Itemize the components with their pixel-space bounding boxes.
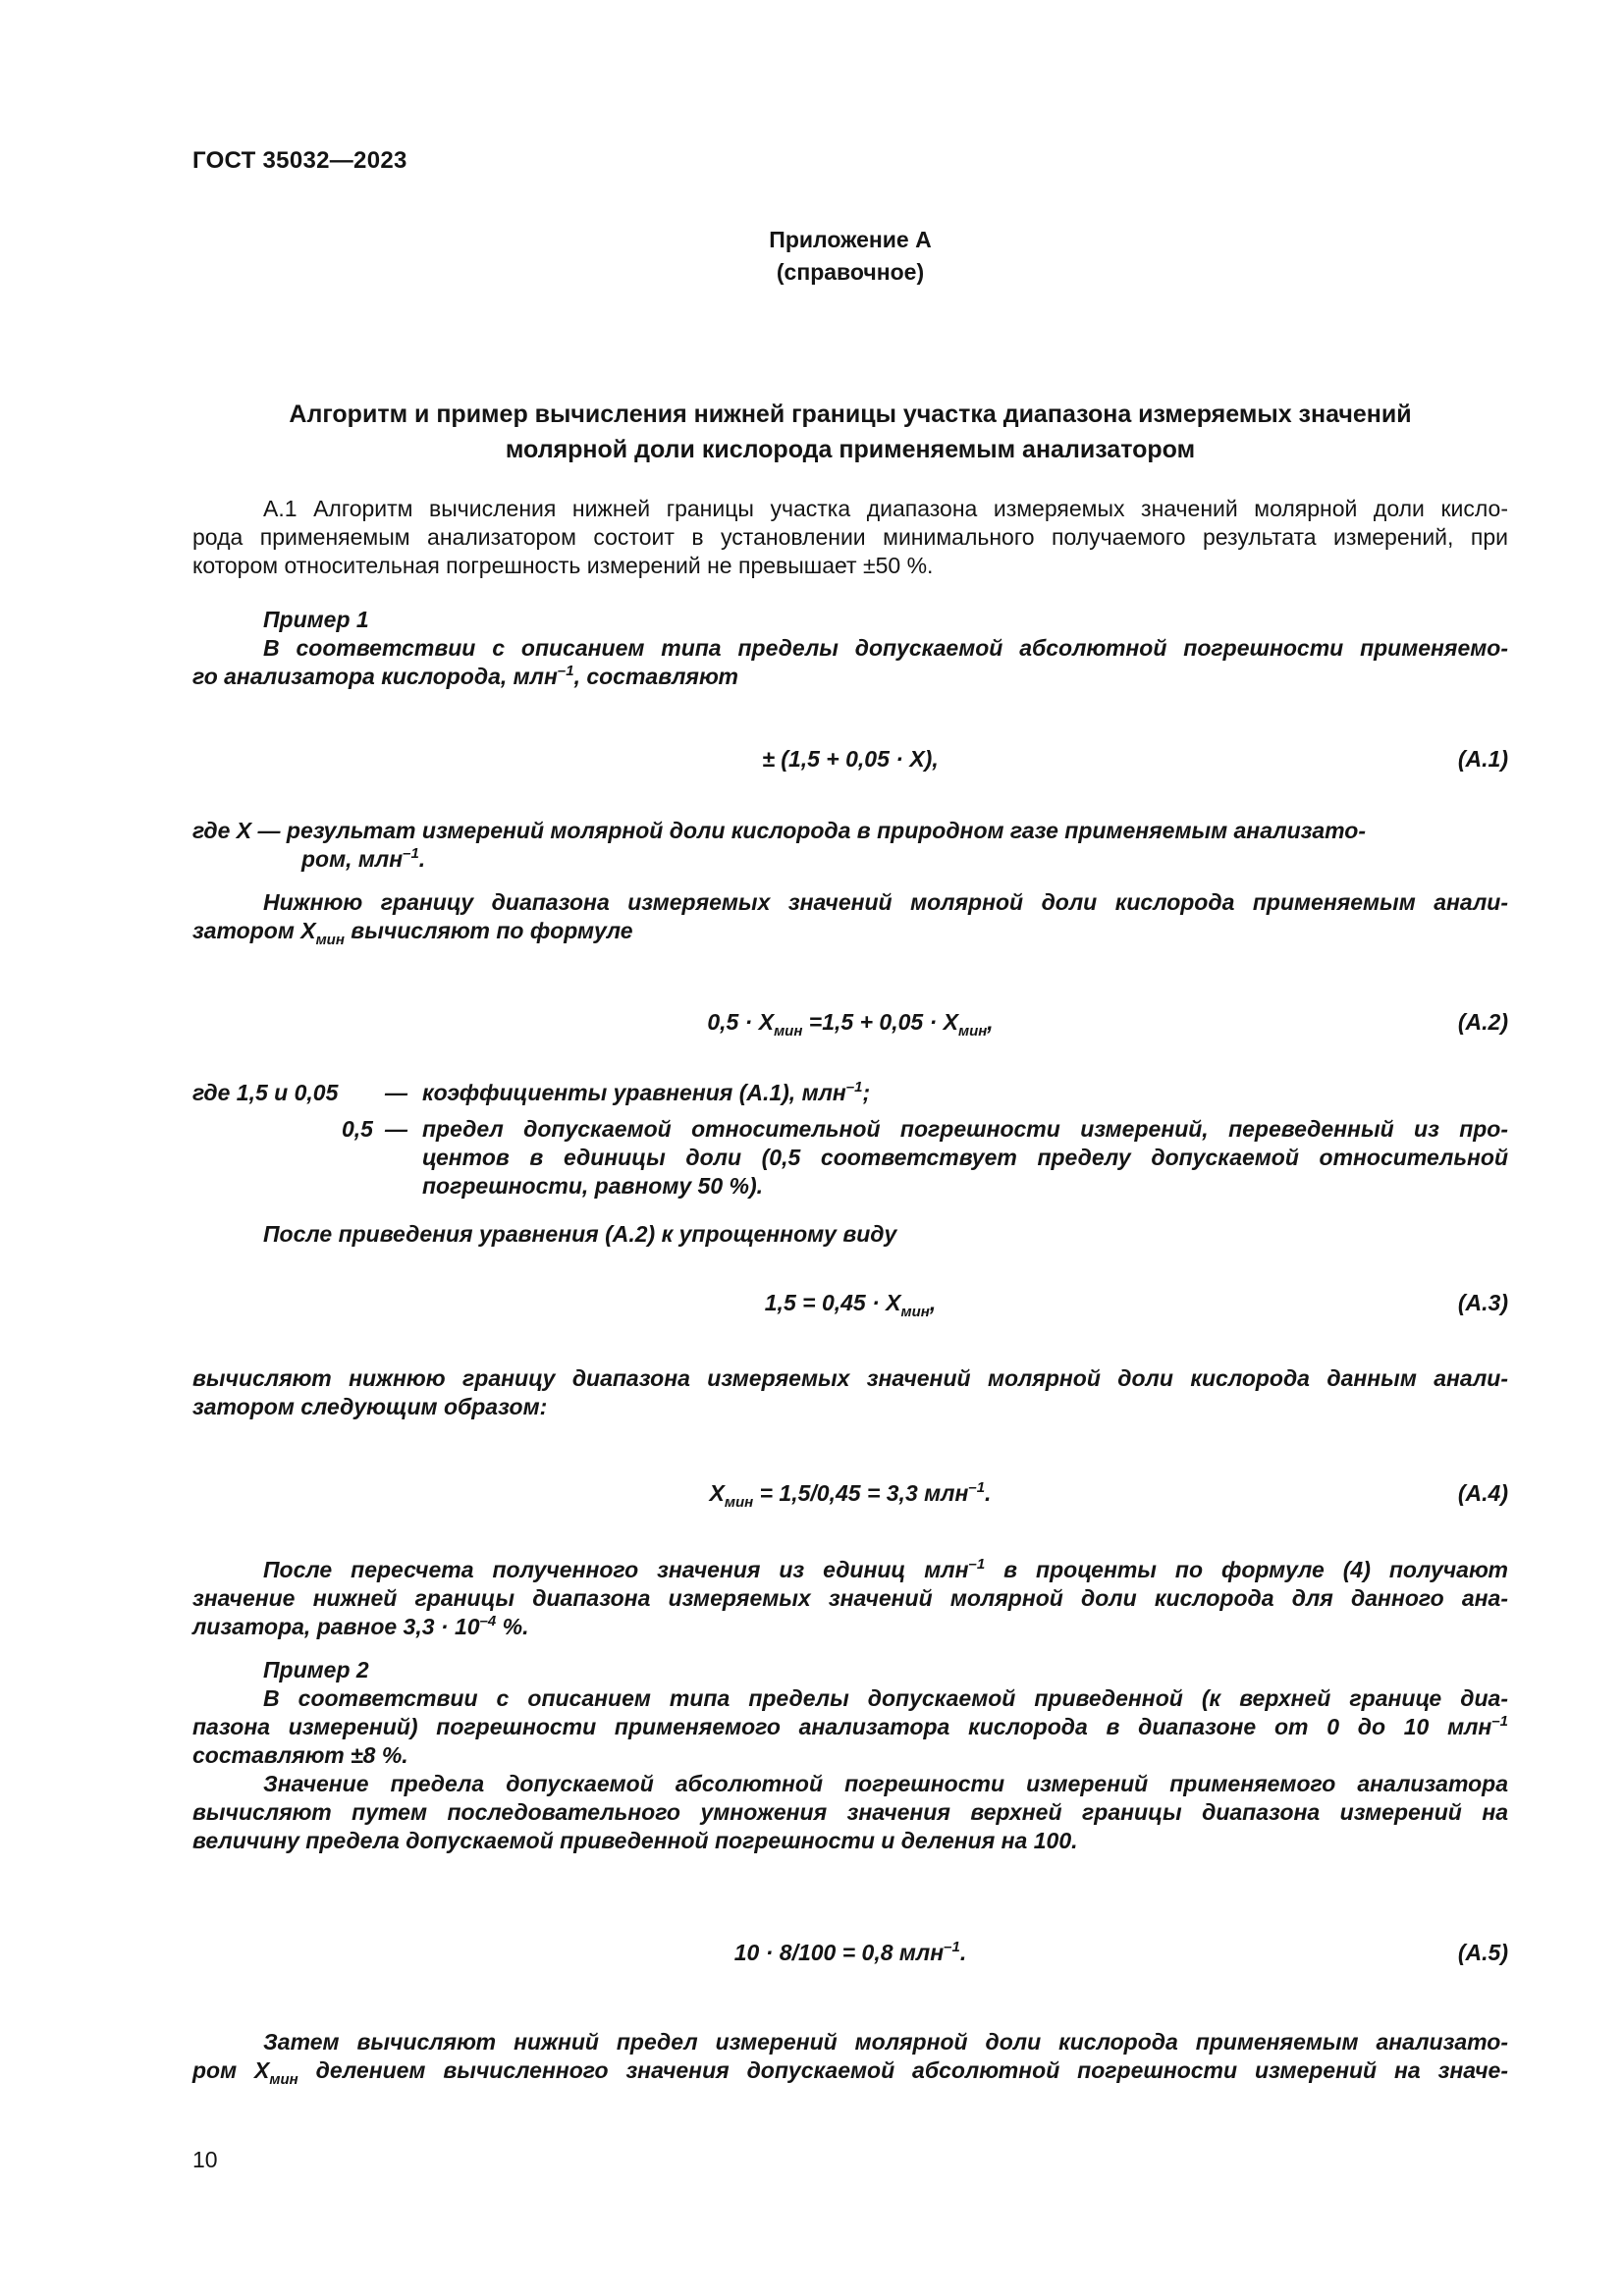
equation-body: $1,5 = 0,45 \cdot X_{мин}$, <box>764 1290 937 1320</box>
calc-paragraph <box>192 1364 1508 1421</box>
where-coefficients-block <box>192 1079 1508 1201</box>
text-line: котором относительная погрешность измерений не превышает ±50 %. <box>192 553 934 578</box>
text-line: Нижнюю границу диапазона измеряемых значений молярной доли кислорода применяемым анали- <box>263 889 1508 915</box>
example-1-block <box>192 606 1508 691</box>
equation-a2 <box>192 1009 1508 1042</box>
after-reduce-line: После приведения уравнения (А.2) к упрощенному виду <box>263 1221 897 1247</box>
equation-number: (А.3) <box>1457 1290 1508 1315</box>
equation-body: 10 · 8/100 = 0,8 млн$^{-1}$. <box>733 1939 967 1965</box>
where-text: коэффициенты уравнения (А.1), млн$^{-1}$; <box>422 1079 871 1105</box>
text-line: пазона измерений) погрешности применяемого анализатора кислорода в диапазоне от 0 до 10 млн$^{-1}$ <box>192 1713 1508 1739</box>
lower-bound-paragraph <box>192 888 1508 948</box>
where-lead: 0,5 <box>342 1116 373 1142</box>
text-line: лизатора, равное $3,3 \cdot 10^{-4}$ %. <box>192 1613 529 1639</box>
where-lead: где 1,5 и 0,05 <box>192 1080 339 1105</box>
text-line: затором следующим образом: <box>192 1394 548 1419</box>
text-line: Затем вычисляют нижний предел измерений молярной доли кислорода применяемым анализато- <box>263 2029 1508 2055</box>
text-line: значение нижней границы диапазона измеряемых значений молярной доли кислорода для данного ана- <box>192 1585 1508 1611</box>
title-line: Алгоритм и пример вычисления нижней границы участка диапазона измеряемых значений <box>289 400 1412 428</box>
page-number: 10 <box>192 2147 218 2172</box>
text-line: ром $X_{мин}$ делением вычисленного значения допускаемой абсолютной погрешности измерений на значе- <box>192 2057 1508 2088</box>
then-paragraph <box>192 2028 1508 2088</box>
example-1-heading: Пример 1 <box>263 607 369 632</box>
appendix-status: (справочное) <box>776 259 925 285</box>
text-line: го анализатора кислорода, млн$^{-1}$, составляют <box>192 663 738 689</box>
text-line: Значение предела допускаемой абсолютной погрешности измерений применяемого анализатора <box>263 1771 1508 1796</box>
equation-body: ± (1,5 + 0,05 · X), <box>762 746 939 772</box>
text-line: В соответствии с описанием типа пределы допускаемой приведенной (к верхней границе диа- <box>263 1685 1508 1711</box>
document-id: ГОСТ 35032—2023 <box>192 147 407 174</box>
text-line: После пересчета полученного значения из единиц млн$^{-1}$ в проценты по формуле (4) получают <box>263 1556 1508 1582</box>
example-2-block <box>192 1656 1508 1855</box>
equation-number: (А.1) <box>1457 746 1508 772</box>
title-line: молярной доли кислорода применяемым анализатором <box>505 436 1196 463</box>
text-line: вычисляют нижнюю границу диапазона измеряемых значений молярной доли кислорода данным анали- <box>192 1365 1508 1391</box>
appendix-heading <box>192 224 1508 289</box>
text-line: затором $X_{мин}$ вычисляют по формуле <box>192 918 633 948</box>
text-line: составляют ±8 %. <box>192 1742 408 1768</box>
paragraph-a1 <box>192 495 1508 580</box>
text-line: рода применяемым анализатором состоит в установлении минимального получаемого результата измерений, при <box>192 524 1508 550</box>
equation-number: (А.2) <box>1457 1009 1508 1035</box>
recalc-paragraph <box>192 1556 1508 1641</box>
equation-number: (А.5) <box>1457 1940 1508 1965</box>
text-line: вычисляют путем последовательного умножения значения верхней границы диапазона измерений на <box>192 1799 1508 1825</box>
where-text: предел допускаемой относительной погрешности измерений, переведенный из про- центов в единицы доли (0,5 соответствует пределу допускаемой относительной погрешности, равному 50 %). <box>422 1116 1508 1199</box>
equation-a4 <box>192 1480 1508 1514</box>
text-line: В соответствии с описанием типа пределы допускаемой абсолютной погрешности применяемо- <box>263 635 1508 661</box>
equation-number: (А.4) <box>1457 1480 1508 1506</box>
text-line: А.1 Алгоритм вычисления нижней границы участка диапазона измеряемых значений молярной доли кисло- <box>263 496 1508 521</box>
equation-a3 <box>192 1290 1508 1323</box>
where-x-block <box>192 817 1508 874</box>
where-dash: — <box>385 1080 407 1105</box>
equation-body: $X_{мин} = 1,5/0,45 = 3,3$ млн$^{-1}$. <box>709 1479 992 1511</box>
where-dash: — <box>385 1116 407 1142</box>
equation-a5 <box>192 1940 1508 1973</box>
example-2-heading: Пример 2 <box>263 1657 369 1682</box>
appendix-label: Приложение А <box>769 227 932 252</box>
text-line: величину предела допускаемой приведенной погрешности и деления на 100. <box>192 1828 1078 1853</box>
equation-a1 <box>192 746 1508 779</box>
text-line: где X — результат измерений молярной доли кислорода в природном газе применяемым анализато- <box>192 818 1367 843</box>
text-line: ром, млн$^{-1}$. <box>301 845 426 872</box>
equation-body: $0,5 \cdot X_{мин} =1,5 + 0,05 \cdot X_{мин}$, <box>707 1009 994 1040</box>
appendix-title <box>192 397 1508 467</box>
